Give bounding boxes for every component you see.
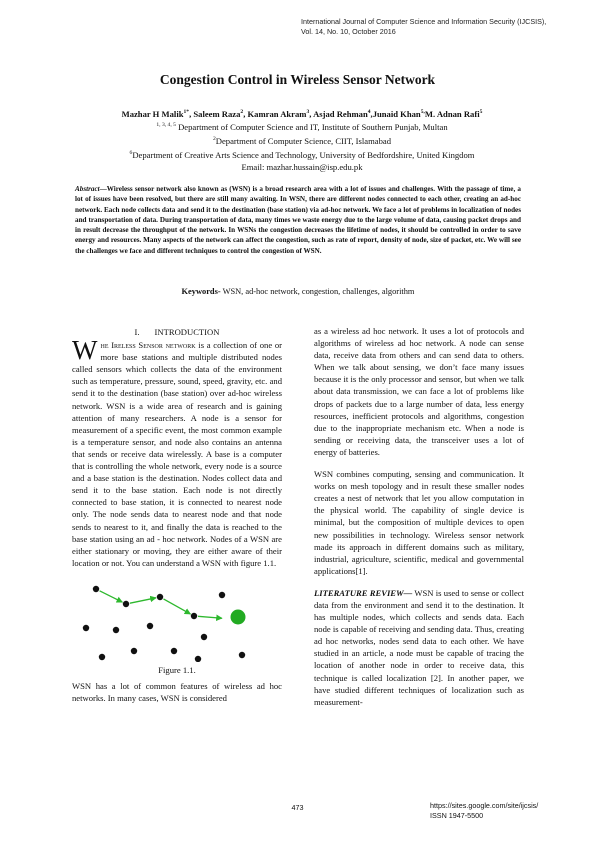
affiliation-text: Department of Computer Science and IT, Institute of Southern Punjab, Multan	[175, 121, 448, 132]
author-email: Email: mazhar.hussain@isp.edu.pk	[241, 161, 363, 172]
sensor-nodes	[83, 586, 246, 662]
literature-label: LITERATURE REVIEW—	[314, 587, 413, 598]
left-column	[72, 326, 282, 704]
keywords-label: Keywords-	[181, 287, 221, 296]
sensor-node	[123, 601, 129, 607]
affiliation-text: Department of Creative Arts Science and Technology, University of Bedfordshire, United Kingdom	[132, 149, 475, 160]
sensor-node	[219, 592, 225, 598]
intro-paragraph: WSN has a lot of common features of wireless ad hoc networks. In many cases, WSN is considered	[72, 680, 282, 704]
sensor-node	[239, 652, 245, 658]
sensor-node	[171, 648, 177, 654]
abstract	[75, 184, 521, 256]
right-column	[314, 325, 524, 708]
intro-paragraph	[72, 335, 283, 569]
page-number: 473	[291, 803, 304, 812]
author-name: M. Adnan Rafi	[424, 108, 480, 119]
paper-title: Congestion Control in Wireless Sensor Network	[159, 72, 436, 87]
sensor-node	[201, 634, 207, 640]
sensor-node	[93, 586, 99, 592]
author-sup: 2	[240, 109, 244, 115]
author-sup: 4	[367, 109, 371, 115]
drop-cap: W	[72, 335, 98, 366]
author-sup: 1*	[183, 109, 190, 115]
author-list	[72, 107, 532, 120]
affiliation-line	[72, 119, 532, 133]
paragraph-text: WSN is used to sense or collect data from the environment and send it to the destination. It has multiple nodes, which collects and sends data. Each node is capable of receiving and sending data. Thus, creating ad hoc networks, nodes send data to each other. We have studied in an article, a node must be capable of tracing the location of another node in order to receive data, this technique is called localization [2]. In another paper, we have studied different techniques of localization such as measurement-	[314, 587, 525, 707]
wsn-figure	[72, 575, 282, 662]
path-arrow	[198, 616, 222, 618]
path-arrow	[163, 599, 190, 614]
sensor-node	[131, 648, 137, 654]
journal-volume: Vol. 14, No. 10, October 2016	[301, 26, 396, 36]
author-name: ,Junaid Khan	[370, 108, 421, 119]
intro-paragraph: as a wireless ad hoc network. It uses a lot of protocols and algorithms of wireless ad hoc network. A node can sense data, receive data from others and can send data to others. When we talk about sensing, we don’t face many issues because it is the only processor and sensor, but when we talk about data transmission, we can face a lot of problems like drops of packets due to a large number of data, less energy resources, inefficient protocols and algorithms, congestion due to the inappropriate mechanism etc. When a node is sending or receiving data, the transceiver uses a lot of energy of batteries.	[314, 326, 524, 457]
sensor-node	[99, 654, 105, 660]
abstract-text: —Wireless sensor network also known as (WSN) is a broad research area with a lot of issues and challenges. With the passage of time, a lot of issues have been resolved, but there are still many awaiting. In WSN, there are different nodes connected to each other, creating an ad-hoc network. Each node collects data and send it to the destination (base station) via ad-hoc network. We face a lot of problems in localization of nodes and transportation of data. During transportation of data, many times we waste energy due to the large volume of data, causing packet drops and in result decrease the throughput of the network. In WSNs the congestion decreases the lifetime of nodes, it should be controlled in order to save energy and resources. Many aspects of the network can affect the congestion, such as rate of report, density of node, size of packet, etc. We will see the challenges we face and different techniques to control the congestion of WSN.	[75, 185, 521, 255]
affiliations	[72, 119, 532, 173]
affiliation-line	[72, 133, 532, 147]
wsn-diagram	[72, 575, 282, 662]
path-arrow	[130, 598, 156, 603]
affiliation-sup: 2	[212, 135, 216, 142]
paragraph-text: is a collection of one or more base stations and multiple distributed nodes called sensors which collects the data of the environment such as temperature, pressure, sound, speed, gravity, etc. and send it to the destination (base station) over ad-hoc wireless network. WSN is a wide area of research and is gaining attention of many researchers. A node is a sensor for measurement of a specific event, the most common example is a temperature sensor, and node also contains an antenna that sends or receive data wirelessly. A base is a computer that is controlling the whole network, every node is a source and a base station is the destination. Nodes collect data and send it to the base station. Each node is not directly connected to base station, it is connected to nearest node only. The node sends data to nearest node and that node sends to nearest to it, and finally the data is reached to the base station using an ad - hoc network. Nodes of a WSN are either stationary or moving, they are either aware of their location or not. You can understand a WSN with figure 1.1.	[72, 340, 283, 568]
journal-header	[301, 17, 561, 36]
section-number: I.	[134, 327, 140, 337]
sensor-node	[113, 627, 119, 633]
section-heading	[72, 326, 282, 338]
author-sup: 5,	[420, 109, 425, 115]
author-sup: 5	[479, 109, 483, 115]
author-name: Mazhar H Malik	[121, 108, 184, 119]
author-name: , Saleem Raza	[189, 108, 241, 119]
figure-caption: Figure 1.1.	[158, 664, 196, 675]
lead-words: he Ireless Sensor network	[100, 340, 196, 351]
path-arrow	[100, 591, 123, 602]
literature-paragraph	[314, 587, 524, 708]
footer-info	[430, 801, 560, 820]
journal-name: International Journal of Computer Science and Information Security (IJCSIS),	[301, 17, 547, 26]
footer-issn: ISSN 1947-5500	[430, 810, 484, 820]
sensor-node	[83, 625, 89, 631]
affiliation-sup: 1, 3, 4, 5	[156, 122, 176, 128]
section-title: INTRODUCTION	[154, 327, 220, 337]
keywords	[75, 287, 521, 296]
author-name: , Kamran Akram	[243, 108, 307, 119]
affiliation-text: Department of Computer Science, CIIT, Islamabad	[215, 135, 392, 146]
sensor-node	[191, 613, 197, 619]
footer-url: https://sites.google.com/site/ijcsis/	[430, 801, 539, 810]
intro-paragraph: WSN combines computing, sensing and communication. It works on mesh topology and in result these smaller nodes creates a nest of network that let you allow computation in the physical world. The capability of single device is minimal, but the composition of multiple devices to open new possibilities in technology. Wireless sensor network made its approach in different domains such as military, industrial, agriculture, scientific, medical and governmental applications[1].	[314, 469, 524, 576]
sensor-node	[157, 594, 163, 600]
keywords-text: WSN, ad-hoc network, congestion, challenges, algorithm	[220, 287, 415, 296]
author-sup: 3	[306, 109, 310, 115]
sensor-node	[147, 623, 153, 629]
base-station	[231, 609, 246, 624]
author-name: , Asjad Rehman	[309, 108, 368, 119]
sensor-node	[195, 656, 201, 662]
affiliation-sup: 6	[129, 149, 133, 156]
abstract-label: Abstract	[75, 185, 100, 193]
affiliation-line	[72, 147, 532, 161]
